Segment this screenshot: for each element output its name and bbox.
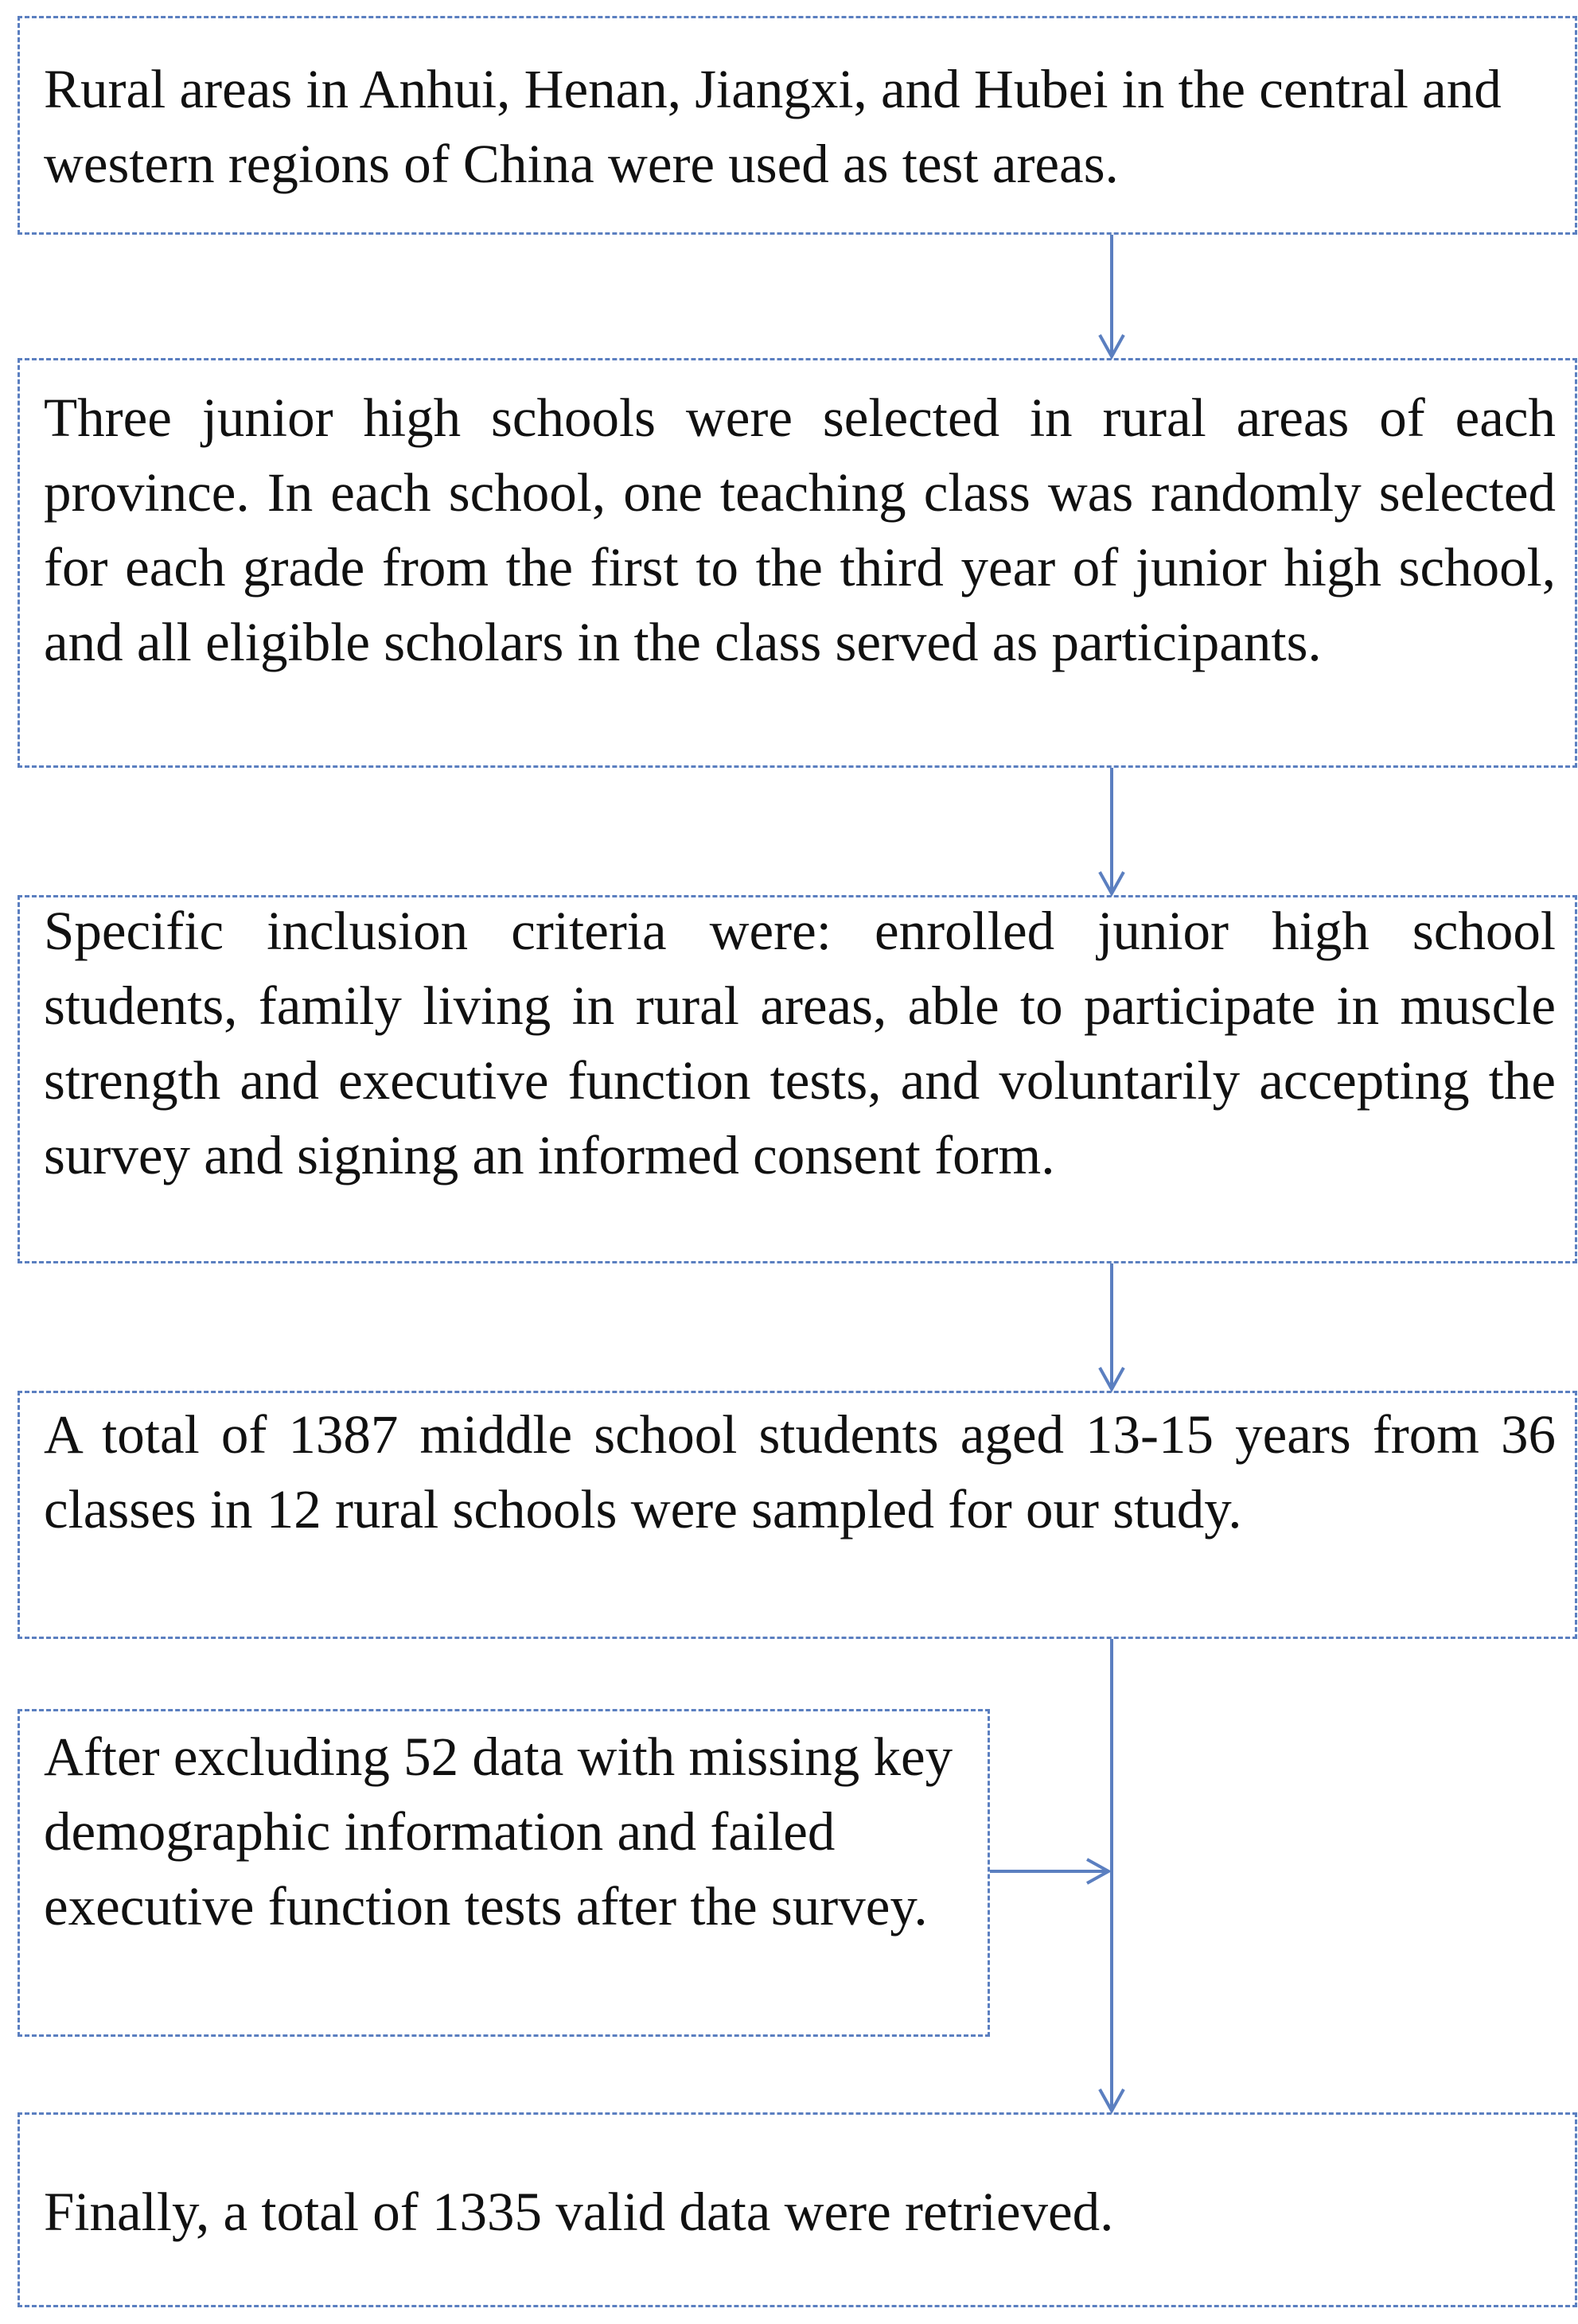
flow-step-4-text: A total of 1387 middle school students aged 13-15 years from 36 classes in 12 rural schools were sampled for our study. bbox=[44, 1404, 1556, 1540]
flow-step-1-text: Rural areas in Anhui, Henan, Jiangxi, and Hubei in the central and western regions of China were used as test areas. bbox=[44, 59, 1502, 194]
flow-step-5-text: Finally, a total of 1335 valid data were retrieved. bbox=[44, 2182, 1114, 2242]
exclusion-text: After excluding 52 data with missing key demographic information and failed executive function tests after the survey. bbox=[44, 1726, 953, 1937]
flow-step-2-text: Three junior high schools were selected in rural areas of each province. In each school, one teaching class was randomly selected for each grade from the first to the third year of junior high school, and all eligible scholars in the class served as participants. bbox=[44, 387, 1556, 672]
flow-step-3-text: Specific inclusion criteria were: enrolled junior high school students, family living in rural areas, able to participate in muscle strength and executive function tests, and voluntarily accepting the survey and signing an informed consent form. bbox=[44, 901, 1556, 1185]
